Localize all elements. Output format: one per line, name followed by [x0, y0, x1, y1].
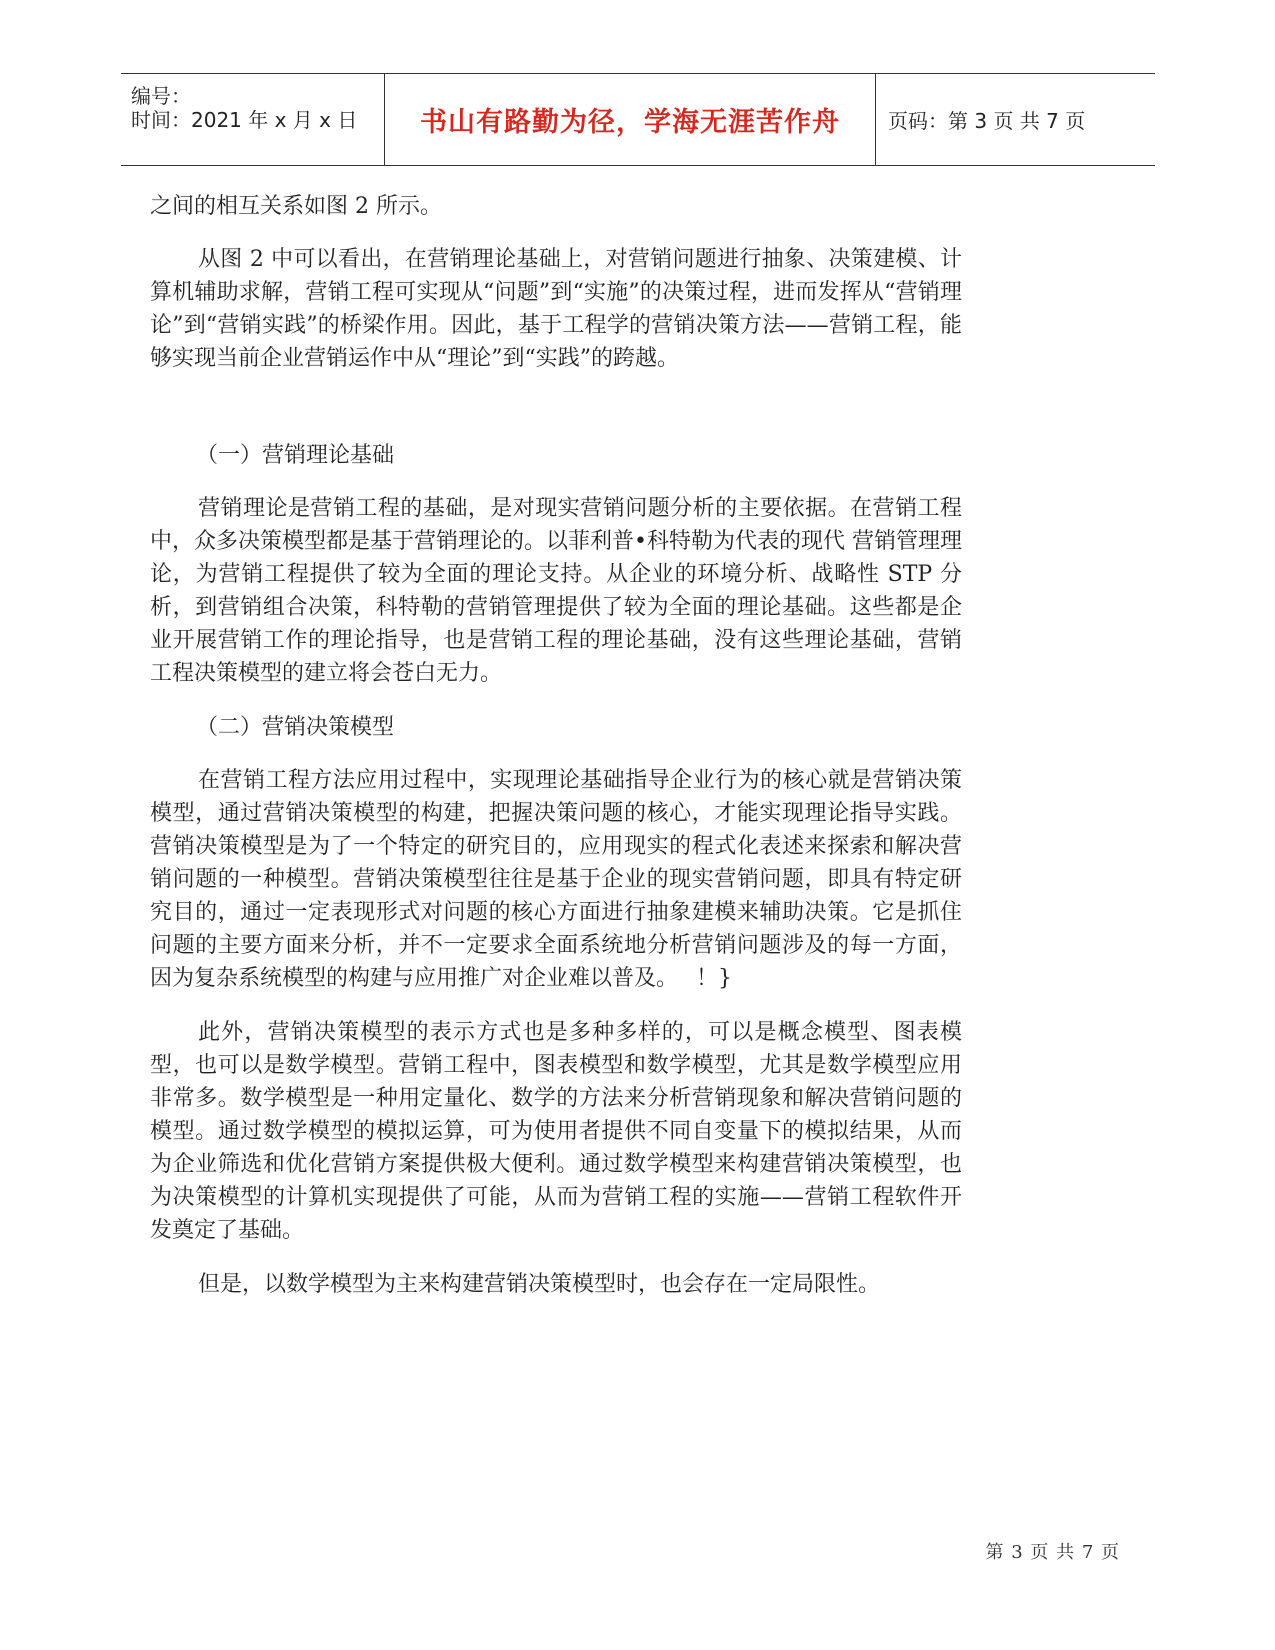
paragraph-theory: 营销理论是营销工程的基础，是对现实营销问题分析的主要依据。在营销工程中，众多决策模型都是基于营销理论的。以菲利普•科特勒为代表的现代 营销管理理论，为营销工程提供了较为全面的理论支持。从企业的环境分析、战略性 STP 分析，到营销组合决策，科特勒的营销管理提供了较为全面的理论基础。这些都是企业开展营销工作的理论指导，也是营销工程的理论基础，没有这些理论基础，营销工程决策模型的建立将会苍白无力。 [150, 496, 962, 686]
header-page-code: 页码：第 3 页 共 7 页 [888, 109, 1086, 133]
document-body [150, 190, 962, 1301]
document-header [121, 73, 1155, 166]
paragraph-model-types: 此外，营销决策模型的表示方式也是多种多样的，可以是概念模型、图表模型，也可以是数学模型。营销工程中，图表模型和数学模型，尤其是数学模型应用非常多。数学模型是一种用定量化、数学的方法来分析营销现象和解决营销问题的模型。通过数学模型的模拟运算，可为使用者提供不同自变量下的模拟结果，从而为企业筛选和优化营销方案提供极大便利。通过数学模型来构建营销决策模型，也为决策模型的计算机实现提供了可能，从而为营销工程的实施——营销工程软件开发奠定了基础。 [150, 1020, 962, 1243]
paragraph-figure-explanation: 从图 2 中可以看出，在营销理论基础上，对营销问题进行抽象、决策建模、计算机辅助求解，营销工程可实现从“问题”到“实施”的决策过程，进而发挥从“营销理论”到“营销实践”的桥梁作用。因此，基于工程学的营销决策方法——营销工程，能够实现当前企业营销运作中从“理论”到“实践”的跨越。 [150, 247, 962, 371]
paragraph-limitations: 但是，以数学模型为主来构建营销决策模型时，也会存在一定局限性。 [198, 1272, 881, 1297]
paragraph-model: 在营销工程方法应用过程中，实现理论基础指导企业行为的核心就是营销决策模型，通过营销决策模型的构建，把握决策问题的核心，才能实现理论指导实践。营销决策模型是为了一个特定的研究目的，应用现实的程式化表述来探索和解决营销问题的一种模型。营销决策模型往往是基于企业的现实营销问题，即具有特定研究目的，通过一定表现形式对问题的核心方面进行抽象建模来辅助决策。它是抓住问题的主要方面来分析，并不一定要求全面系统地分析营销问题涉及的每一方面，因为复杂系统模型的构建与应用推广对企业难以普及。 ！} [150, 768, 962, 991]
document-number-label: 编号： [131, 84, 191, 108]
page-footer: 第 3 页 共 7 页 [985, 1542, 1120, 1563]
header-info-cell [121, 74, 385, 165]
header-motto-cell [385, 74, 876, 165]
header-motto: 书山有路勤为径，学海无涯苦作舟 [420, 107, 840, 138]
section-heading-model: （二）营销决策模型 [196, 715, 395, 740]
header-page-cell [876, 74, 1155, 165]
document-time-label: 时间：2021 年 x 月 x 日 [131, 108, 358, 132]
section-heading-theory: （一）营销理论基础 [196, 443, 395, 468]
paragraph-continuation: 之间的相互关系如图 2 所示。 [150, 194, 442, 219]
